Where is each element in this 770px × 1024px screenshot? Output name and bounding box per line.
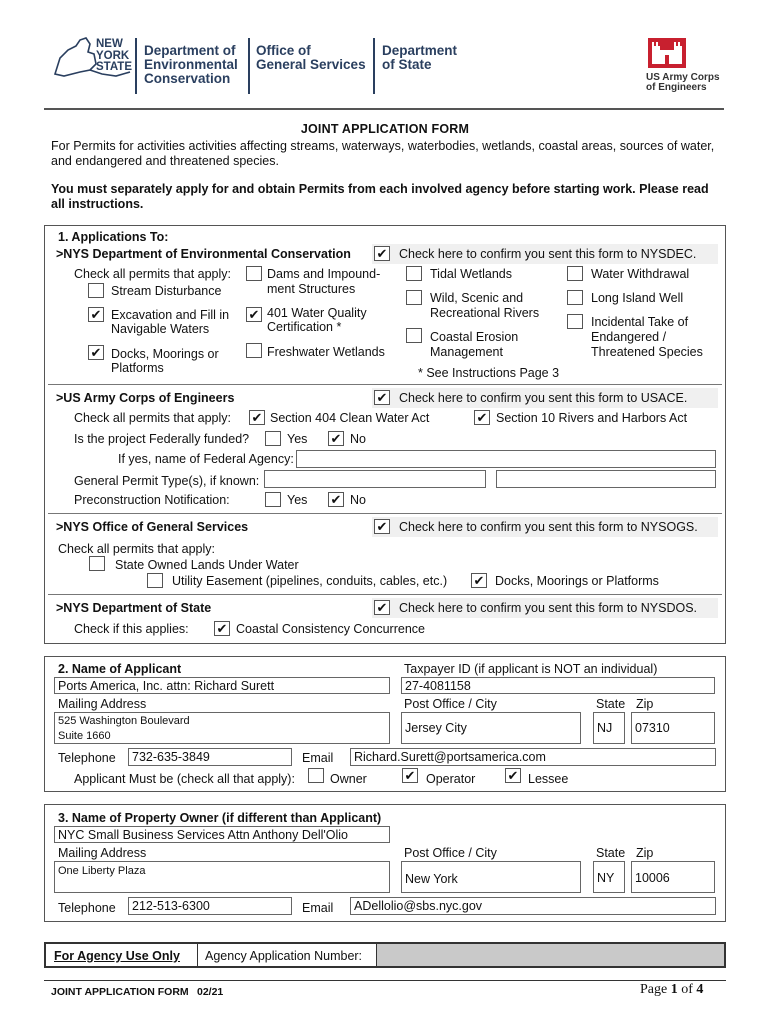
section-10-checkbox[interactable]: ✔ <box>474 410 490 425</box>
dec-label-line: Environmental <box>144 57 238 72</box>
utility-easement-label: Utility Easement (pipelines, conduits, cables, etc.) <box>172 574 448 588</box>
long-island-well-label: Long Island Well <box>591 291 684 305</box>
section-1-heading-text: 1. Applications To: <box>58 230 169 244</box>
stream-disturbance-checkbox[interactable] <box>88 283 104 298</box>
usace-castle-icon <box>648 38 686 68</box>
applicant-must-be-label: Applicant Must be (check all that apply): <box>74 772 295 786</box>
owner-state-field[interactable]: NY <box>593 861 625 893</box>
freshwater-wetlands-label: Freshwater Wetlands <box>267 345 385 359</box>
applicant-mailing-label: Mailing Address <box>58 697 147 711</box>
incidental-take-checkbox[interactable] <box>567 314 583 329</box>
agency-number-label: Agency Application Number: <box>205 949 363 963</box>
applicant-zip-label: Zip <box>636 697 654 711</box>
intro-line: and endangered and threatened species. <box>51 154 279 168</box>
docks-moorings-label: Docks, Moorings or <box>111 347 219 361</box>
water-quality-label: Certification * <box>267 320 342 334</box>
federal-funded-yes-label: Yes <box>287 432 308 446</box>
applicant-email-field[interactable]: Richard.Surett@portsamerica.com <box>350 748 716 766</box>
intro-line: For Permits for activities activities affecting streams, waterways, waterbodies, wetlands, coastal areas, sources of water, <box>51 139 715 153</box>
section-404-checkbox[interactable]: ✔ <box>249 410 265 425</box>
federal-funded-no-checkbox[interactable]: ✔ <box>328 431 344 446</box>
federal-funded-question: Is the project Federally funded? <box>74 432 250 446</box>
applicant-po-label: Post Office / City <box>404 697 497 711</box>
wild-scenic-checkbox[interactable] <box>406 290 422 305</box>
dos-confirm-checkbox[interactable]: ✔ <box>374 600 390 615</box>
federal-agency-input[interactable] <box>296 450 716 468</box>
owner-mailing-label: Mailing Address <box>58 846 147 860</box>
tidal-wetlands-checkbox[interactable] <box>406 266 422 281</box>
usace-confirm-checkbox[interactable]: ✔ <box>374 390 390 405</box>
agency-use-label: For Agency Use Only <box>54 949 180 963</box>
pcn-yes-checkbox[interactable] <box>265 492 281 507</box>
coastal-erosion-label: Management <box>430 345 503 359</box>
ogs-check-all-label: Check all permits that apply: <box>58 542 216 556</box>
owner-zip-label: Zip <box>636 846 654 860</box>
usace-confirm-label: Check here to confirm you sent this form to USACE. <box>399 391 688 405</box>
owner-address-field[interactable]: One Liberty Plaza <box>54 861 390 893</box>
ogs-confirm-checkbox[interactable]: ✔ <box>374 519 390 534</box>
section-10-label: Section 10 Rivers and Harbors Act <box>496 411 688 425</box>
page-total: 4 <box>696 982 704 997</box>
footer-divider <box>44 980 726 981</box>
pcn-no-checkbox[interactable]: ✔ <box>328 492 344 507</box>
dec-confirm-checkbox[interactable]: ✔ <box>374 246 390 261</box>
footer-page-number <box>640 982 703 998</box>
applicant-address-line: 525 Washington Boulevard <box>58 715 190 727</box>
excavation-fill-checkbox[interactable]: ✔ <box>88 307 104 322</box>
freshwater-wetlands-checkbox[interactable] <box>246 343 262 358</box>
dos-label-line: Department <box>382 43 458 58</box>
owner-name-field[interactable]: NYC Small Business Services Attn Anthony Dell'Olio <box>54 826 390 843</box>
stream-disturbance-label: Stream Disturbance <box>111 284 222 298</box>
operator-checkbox[interactable]: ✔ <box>402 768 418 783</box>
ogs-label-line: General Services <box>256 57 366 72</box>
warning-line: You must separately apply for and obtain Permits from each involved agency before starting work. Please read <box>51 182 709 196</box>
owner-checkbox[interactable] <box>308 768 324 783</box>
dec-instructions-note: * See Instructions Page 3 <box>418 366 560 380</box>
section-404-label: Section 404 Clean Water Act <box>270 411 430 425</box>
applicant-name-field[interactable]: Ports America, Inc. attn: Richard Surett <box>54 677 390 694</box>
dec-label-line: Conservation <box>144 71 231 86</box>
applicant-city-field[interactable]: Jersey City <box>401 712 581 744</box>
dec-label-line: Department of <box>144 43 236 58</box>
pcn-yes-label: Yes <box>287 493 308 507</box>
usace-label-line: of Engineers <box>646 82 707 93</box>
ogs-label-line: Office of <box>256 43 311 58</box>
coastal-erosion-checkbox[interactable] <box>406 328 422 343</box>
header-divider <box>44 108 724 110</box>
general-permit-input-1[interactable] <box>264 470 486 488</box>
owner-city-field[interactable]: New York <box>401 861 581 893</box>
ogs-docks-checkbox[interactable]: ✔ <box>471 573 487 588</box>
federal-agency-label: If yes, name of Federal Agency: <box>118 452 294 466</box>
owner-heading: 3. Name of Property Owner (if different than Applicant) <box>58 811 382 825</box>
docks-moorings-checkbox[interactable]: ✔ <box>88 345 104 360</box>
utility-easement-checkbox[interactable] <box>147 573 163 588</box>
dos-confirm-label: Check here to confirm you sent this form to NYSDOS. <box>399 601 698 615</box>
page-current: 1 <box>670 982 678 997</box>
general-permit-input-2[interactable] <box>496 470 716 488</box>
dams-label: Dams and Impound- <box>267 267 381 281</box>
coastal-consistency-checkbox[interactable]: ✔ <box>214 621 230 636</box>
owner-email-field[interactable]: ADellolio@sbs.nyc.gov <box>350 897 716 915</box>
owner-zip-field[interactable]: 10006 <box>631 861 715 893</box>
applicant-address-line: Suite 1660 <box>58 730 111 742</box>
owner-phone-field[interactable]: 212-513-6300 <box>128 897 292 915</box>
taxpayer-label: Taxpayer ID (if applicant is NOT an individual) <box>404 662 658 676</box>
wild-scenic-label: Wild, Scenic and <box>430 291 524 305</box>
applicant-state-label: State <box>596 697 626 711</box>
state-owned-lands-checkbox[interactable] <box>89 556 105 571</box>
owner-po-label: Post Office / City <box>404 846 497 860</box>
incidental-take-label: Endangered / <box>591 330 667 344</box>
incidental-take-label: Threatened Species <box>591 345 703 359</box>
dec-confirm-label: Check here to confirm you sent this form to NYSDEC. <box>399 247 697 261</box>
dos-label-line: of State <box>382 57 432 72</box>
applicant-phone-field[interactable]: 732-635-3849 <box>128 748 292 766</box>
nys-label-line: YORK <box>96 49 130 62</box>
owner-label: Owner <box>330 772 367 786</box>
nys-label-line: NEW <box>96 38 123 50</box>
footer-form-date: 02/21 <box>197 986 224 998</box>
dos-heading: >NYS Department of State <box>56 601 212 615</box>
agency-number-field[interactable] <box>376 944 724 966</box>
dos-check-label: Check if this applies: <box>74 622 189 636</box>
usace-divider <box>48 513 722 514</box>
page-prefix: Page <box>640 982 668 997</box>
long-island-well-checkbox[interactable] <box>567 290 583 305</box>
docks-moorings-label: Platforms <box>111 361 164 375</box>
page-of: of <box>681 982 693 997</box>
lessee-checkbox[interactable]: ✔ <box>505 768 521 783</box>
dams-checkbox[interactable] <box>246 266 262 281</box>
federal-funded-yes-checkbox[interactable] <box>265 431 281 446</box>
footer-form-name: JOINT APPLICATION FORM <box>51 986 189 998</box>
water-quality-checkbox[interactable]: ✔ <box>246 307 262 322</box>
applicant-state-field[interactable]: NJ <box>593 712 625 744</box>
coastal-erosion-label: Coastal Erosion <box>430 330 519 344</box>
water-withdrawal-checkbox[interactable] <box>567 266 583 281</box>
applicant-email-label: Email <box>302 751 334 765</box>
warning-line: all instructions. <box>51 197 144 211</box>
owner-state-label: State <box>596 846 626 860</box>
tidal-wetlands-label: Tidal Wetlands <box>430 267 512 281</box>
excavation-fill-label: Navigable Waters <box>111 322 210 336</box>
usace-check-all-label: Check all permits that apply: <box>74 411 232 425</box>
ogs-docks-label: Docks, Moorings or Platforms <box>495 574 659 588</box>
water-quality-label: 401 Water Quality <box>267 306 367 320</box>
state-owned-lands-label: State Owned Lands Under Water <box>115 558 299 572</box>
owner-phone-label: Telephone <box>58 901 116 915</box>
incidental-take-label: Incidental Take of <box>591 315 689 329</box>
applicant-zip-field[interactable]: 07310 <box>631 712 715 744</box>
dec-heading: >NYS Department of Environmental Conservation <box>56 247 351 261</box>
operator-label: Operator <box>426 772 476 786</box>
section-1-heading <box>58 230 168 244</box>
wild-scenic-label: Recreational Rivers <box>430 306 540 320</box>
ogs-heading: >NYS Office of General Services <box>56 520 249 534</box>
form-title: JOINT APPLICATION FORM <box>300 122 470 136</box>
usace-label-line: US Army Corps <box>646 72 720 83</box>
taxpayer-id-field[interactable]: 27-4081158 <box>401 677 715 694</box>
pcn-label: Preconstruction Notification: <box>74 493 230 507</box>
excavation-fill-label: Excavation and Fill in <box>111 308 230 322</box>
lessee-label: Lessee <box>528 772 569 786</box>
ogs-divider <box>48 594 722 595</box>
applicant-phone-label: Telephone <box>58 751 116 765</box>
applicant-address-field[interactable] <box>54 712 390 744</box>
agency-use-separator <box>197 944 198 966</box>
dams-label: ment Structures <box>267 282 356 296</box>
water-withdrawal-label: Water Withdrawal <box>591 267 690 281</box>
pcn-no-label: No <box>350 493 366 507</box>
applicant-heading: 2. Name of Applicant <box>58 662 182 676</box>
usace-heading: >US Army Corps of Engineers <box>56 391 235 405</box>
dec-divider <box>48 384 722 385</box>
nys-label-line: STATE <box>96 61 132 73</box>
ogs-confirm-label: Check here to confirm you sent this form to NYSOGS. <box>399 520 698 534</box>
dec-check-all-label: Check all permits that apply: <box>74 267 232 281</box>
federal-funded-no-label: No <box>350 432 366 446</box>
owner-email-label: Email <box>302 901 334 915</box>
coastal-consistency-label: Coastal Consistency Concurrence <box>236 622 425 636</box>
general-permit-label: General Permit Type(s), if known: <box>74 474 260 488</box>
